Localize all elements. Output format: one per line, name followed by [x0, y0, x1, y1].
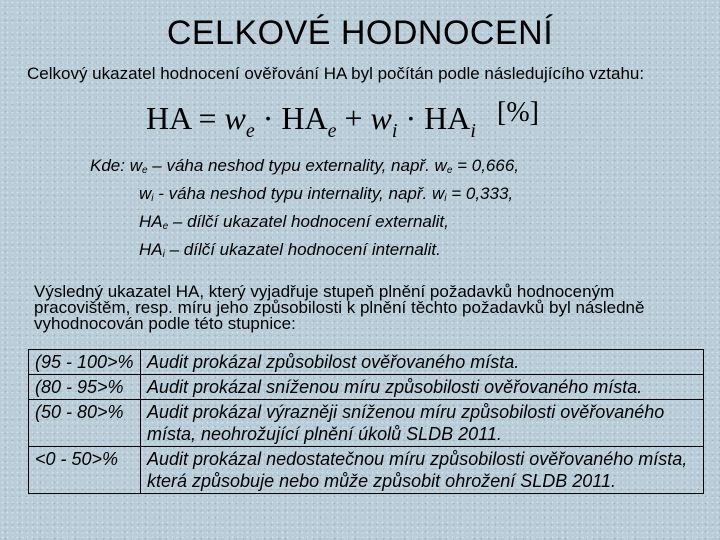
we-sub: e [141, 165, 148, 176]
wi-value: = 0,333, [446, 184, 514, 203]
we-sub-2: e [446, 165, 453, 176]
evaluation-scale-table [28, 349, 704, 494]
definition-hai [90, 238, 710, 266]
table-row [29, 350, 704, 375]
definitions [90, 154, 710, 266]
formula-plus: + [336, 100, 371, 136]
formula-dot-1: · [254, 100, 282, 136]
hai-sub: i [162, 249, 165, 260]
range-cell: <0 - 50>% [29, 447, 141, 494]
hai-symbol: HA [139, 240, 163, 259]
wi-symbol: w [139, 184, 152, 203]
formula-sub-e-2: e [327, 120, 337, 142]
description-cell: Audit prokázal výrazněji sníženou míru způsobilosti ověřovaného místa, neohrožující plnění úkolů SLDB 2011. [141, 400, 704, 447]
we-text: – váha neshod typu externality, např. w [147, 156, 447, 175]
formula-w-e: w [224, 100, 246, 136]
table-row [29, 375, 704, 400]
description-cell: Audit prokázal způsobilost ověřovaného místa. [141, 350, 704, 375]
formula-ha-e: HA [281, 100, 328, 136]
range-cell: (50 - 80>% [29, 400, 141, 447]
wi-sub: i [151, 193, 154, 204]
description-cell: Audit prokázal sníženou míru způsobilosti ověřovaného místa. [141, 375, 704, 400]
hae-symbol: HA [139, 212, 163, 231]
formula-ha-i: HA [424, 100, 471, 136]
wi-sub-2: i [444, 193, 447, 204]
formula [146, 100, 476, 143]
hae-text: – dílčí ukazatel hodnocení externalit, [168, 212, 449, 231]
we-value: = 0,666, [452, 156, 520, 175]
page-title: CELKOVÉ HODNOCENÍ [166, 14, 554, 52]
definition-hae [90, 210, 710, 238]
hai-text: – dílčí ukazatel hodnocení internalit. [164, 240, 441, 259]
formula-sub-e: e [245, 120, 255, 142]
formula-w-i: w [370, 100, 392, 136]
definition-we [90, 154, 710, 182]
hae-sub: e [162, 221, 169, 232]
we-symbol: w [129, 156, 142, 175]
formula-ha: HA [146, 100, 191, 136]
formula-sub-i: i [391, 120, 398, 142]
table-row [29, 400, 704, 447]
wi-text: - váha neshod typu internality, např. w [153, 184, 445, 203]
formula-unit: [%] [497, 97, 539, 128]
result-text: Výsledný ukazatel HA, který vyjadřuje stupeň plnění požadavků hodnoceným pracovištěm, resp. míru jeho způsobilosti k plnění těchto požadavků byl následně vyhodnocován podle této stupnice: [34, 282, 645, 333]
formula-sub-i-2: i [470, 120, 476, 142]
kde-label: Kde: [90, 156, 130, 175]
formula-dot-2: · [397, 100, 425, 136]
range-cell: (95 - 100>% [29, 350, 141, 375]
intro-text: Celkový ukazatel hodnocení ověřování HA byl počítán podle následujícího vztahu: [27, 64, 645, 83]
description-cell: Audit prokázal nedostatečnou míru způsobilosti ověřovaného místa, která způsobuje nebo může způsobit ohrožení SLDB 2011. [141, 447, 704, 494]
table-row [29, 447, 704, 494]
range-cell: (80 - 95>% [29, 375, 141, 400]
formula-eq: = [190, 100, 225, 136]
definition-wi [90, 182, 710, 210]
